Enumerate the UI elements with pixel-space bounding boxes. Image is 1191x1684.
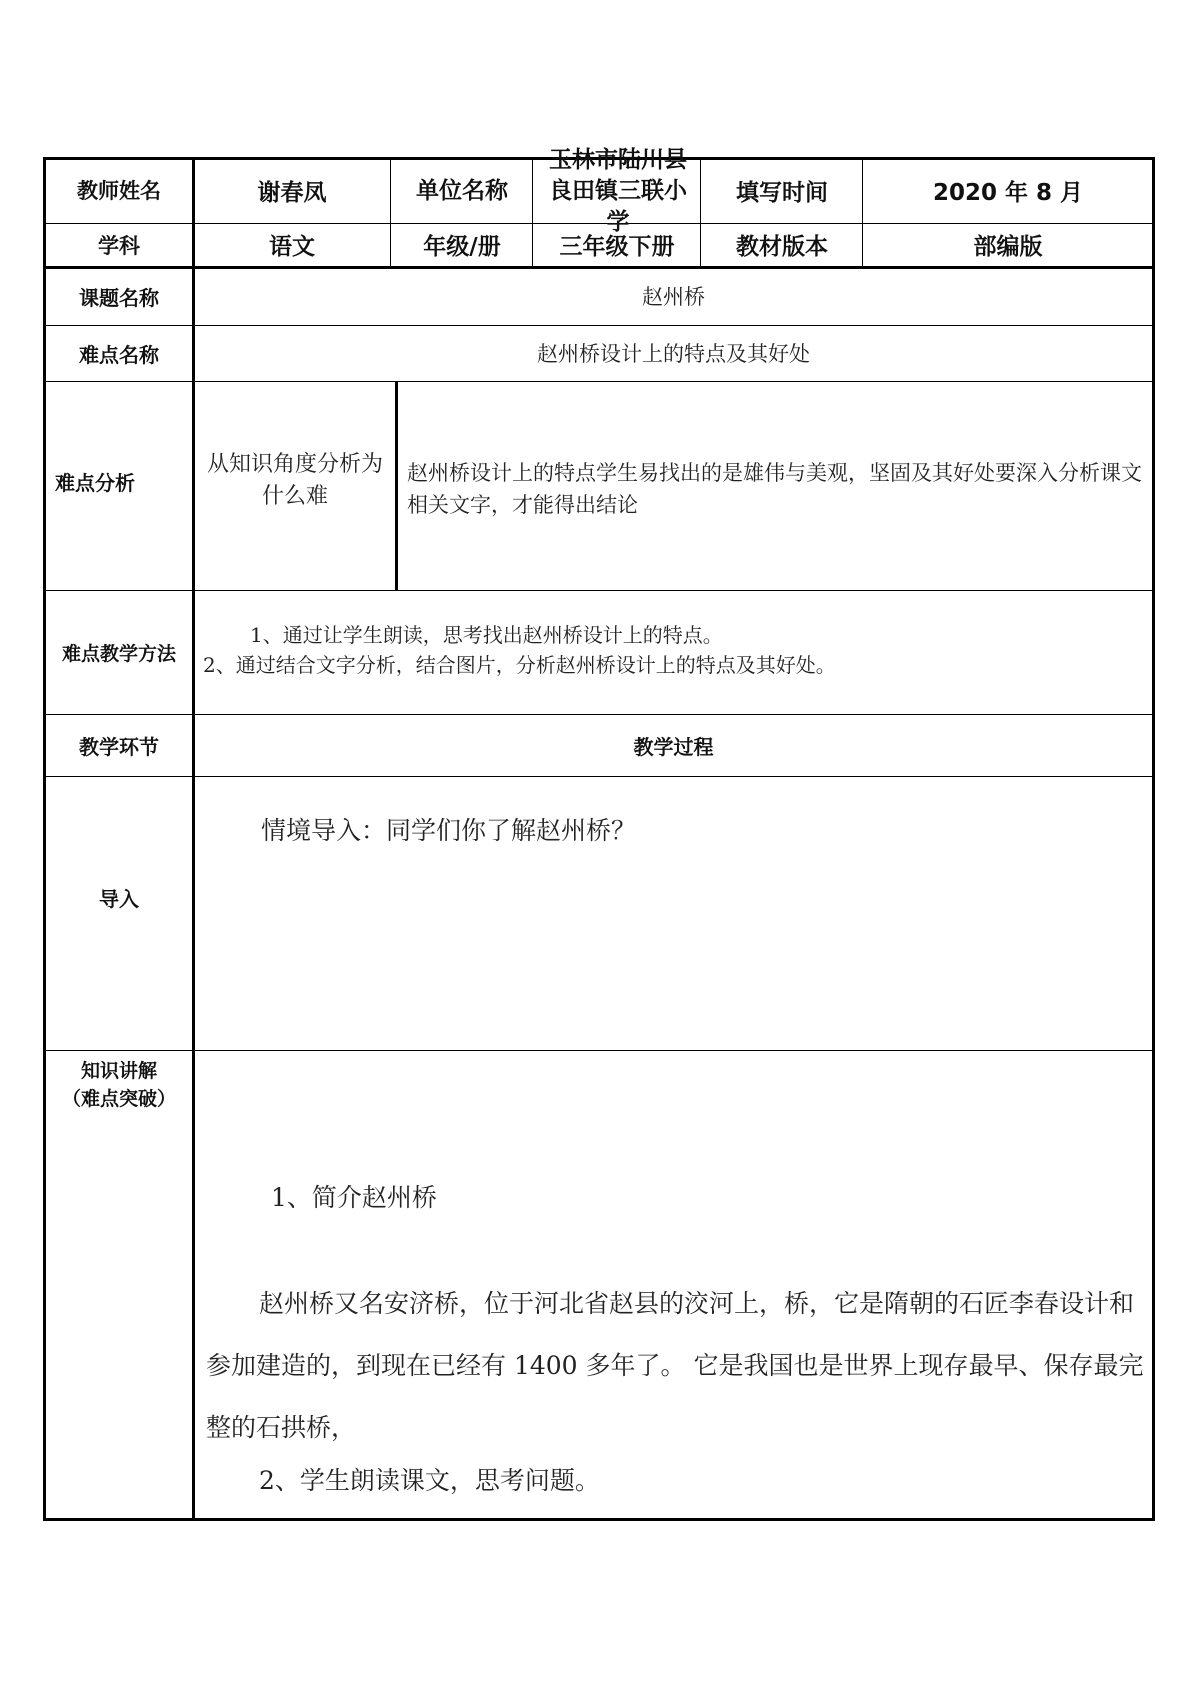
fill-time-value: 2020 年 8 月 — [932, 179, 1084, 206]
stage-header-label: 教学环节 — [79, 734, 159, 759]
column-divider — [532, 157, 533, 266]
grade-value: 三年级下册 — [559, 234, 675, 260]
row-divider — [43, 1050, 1155, 1051]
column-divider — [390, 157, 391, 266]
unit-name-value: 玉林市陆川县良田镇三联小学 — [549, 146, 687, 235]
edition-label: 教材版本 — [736, 234, 828, 260]
knowledge-item-1: 1、简介赵州桥 — [271, 1183, 437, 1212]
grade-label: 年级/册 — [423, 234, 501, 260]
column-divider — [862, 157, 863, 266]
lesson-plan-table — [43, 146, 1155, 1520]
row-divider — [43, 590, 1155, 591]
knowledge-paragraph: 赵州桥又名安济桥，位于河北省赵县的洨河上，桥，它是隋朝的石匠李春设计和参加建造的，到现在已经有 1400 多年了。 它是我国也是世界上现存最早、保存最完整的石拱桥， — [206, 1289, 1144, 1442]
analysis-sub-label: 从知识角度分析为什么难 — [206, 452, 383, 509]
intro-label: 导入 — [99, 886, 139, 911]
method-line-2: 2、通过结合文字分析，结合图片，分析赵州桥设计上的特点及其好处。 — [203, 653, 836, 677]
difficulty-value: 赵州桥设计上的特点及其好处 — [537, 342, 810, 366]
knowledge-label-line2: （难点突破） — [61, 1087, 176, 1110]
subject-label: 学科 — [98, 233, 140, 258]
method-line-1: 1、通过让学生朗读，思考找出赵州桥设计上的特点。 — [250, 623, 723, 647]
edition-value: 部编版 — [973, 234, 1043, 260]
table-border-right — [1152, 157, 1155, 1520]
analysis-text: 赵州桥设计上的特点学生易找出的是雄伟与美观，坚固及其好处要深入分析课文相关文字，才能得出结论 — [407, 461, 1142, 517]
method-label: 难点教学方法 — [61, 643, 176, 665]
column-divider — [395, 381, 398, 590]
knowledge-item-2: 2、学生朗读课文，思考问题。 — [259, 1466, 600, 1495]
row-divider — [43, 776, 1155, 777]
intro-text: 情境导入：同学们你了解赵州桥？ — [261, 816, 637, 845]
knowledge-label-line1: 知识讲解 — [80, 1059, 157, 1082]
teacher-name-value: 谢春凤 — [257, 179, 327, 206]
row-divider — [43, 381, 1155, 382]
teacher-name-label: 教师姓名 — [77, 179, 161, 203]
analysis-label: 难点分析 — [55, 471, 135, 495]
subject-value: 语文 — [269, 234, 315, 260]
unit-name-label: 单位名称 — [416, 177, 508, 204]
topic-value: 赵州桥 — [642, 285, 705, 309]
difficulty-label: 难点名称 — [79, 342, 159, 367]
fill-time-label: 填写时间 — [736, 179, 828, 206]
column-divider — [700, 157, 701, 266]
topic-label: 课题名称 — [79, 285, 159, 310]
process-header-label: 教学过程 — [633, 734, 714, 759]
table-border-bottom — [43, 1518, 1155, 1521]
